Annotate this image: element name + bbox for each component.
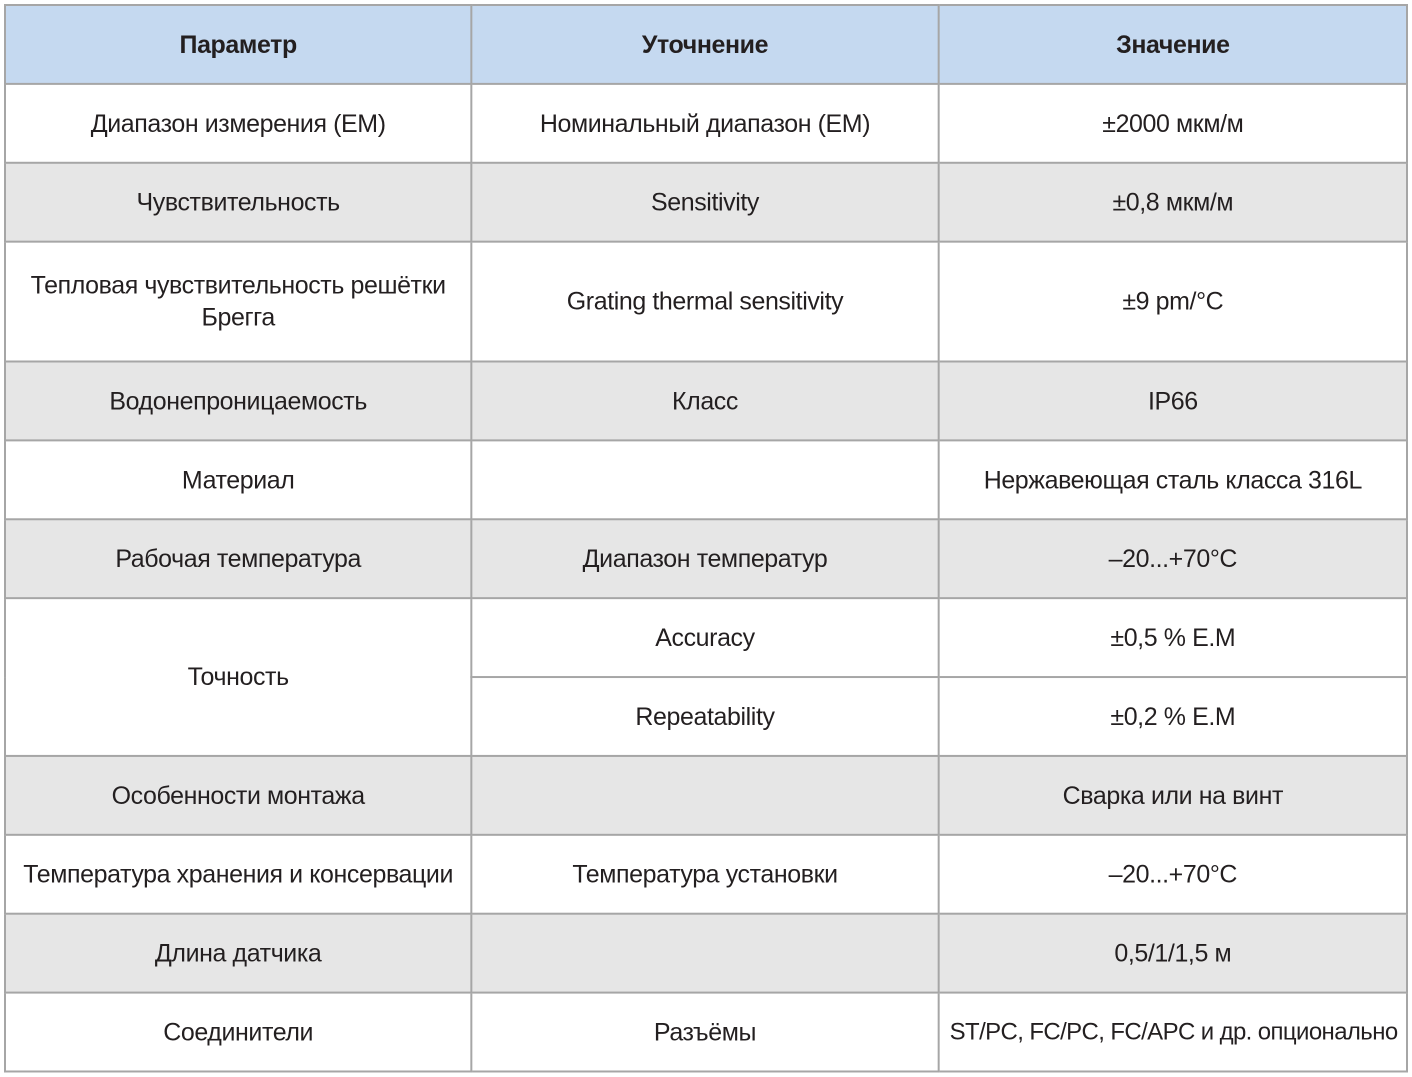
table-row xyxy=(5,242,1407,362)
spec-cell xyxy=(471,440,938,519)
spec-cell: Grating thermal sensitivity xyxy=(471,242,938,362)
spec-cell: Разъёмы xyxy=(471,993,938,1072)
table-row xyxy=(5,993,1407,1072)
param-cell: Тепловая чувствительность решётки Брегга xyxy=(5,242,471,362)
table-row xyxy=(5,914,1407,993)
table-row xyxy=(5,835,1407,914)
value-cell: Сварка или на винт xyxy=(939,756,1407,835)
param-cell: Точность xyxy=(5,598,471,756)
param-cell: Материал xyxy=(5,440,471,519)
value-cell: –20...+70°C xyxy=(939,519,1407,598)
header-parameter: Параметр xyxy=(5,5,471,84)
param-cell: Температура хранения и консервации xyxy=(5,835,471,914)
spec-cell xyxy=(471,756,938,835)
table-row xyxy=(5,84,1407,163)
value-cell: ±0,8 мкм/м xyxy=(939,163,1407,242)
param-cell: Длина датчика xyxy=(5,914,471,993)
value-cell: –20...+70°C xyxy=(939,835,1407,914)
value-cell: IP66 xyxy=(939,361,1407,440)
value-cell: ST/PC, FC/PC, FC/APC и др. опционально xyxy=(939,993,1407,1072)
spec-cell: Sensitivity xyxy=(471,163,938,242)
spec-table-wrapper xyxy=(4,4,1410,1074)
header-row xyxy=(5,5,1407,84)
param-cell: Соединители xyxy=(5,993,471,1072)
param-cell: Водонепроницаемость xyxy=(5,361,471,440)
param-cell: Диапазон измерения (ЕМ) xyxy=(5,84,471,163)
table-row xyxy=(5,598,1407,677)
table-row xyxy=(5,756,1407,835)
table-row xyxy=(5,440,1407,519)
value-cell: ±9 pm/°C xyxy=(939,242,1407,362)
table-row xyxy=(5,519,1407,598)
spec-cell: Диапазон температур xyxy=(471,519,938,598)
param-cell: Особенности монтажа xyxy=(5,756,471,835)
value-cell: ±0,5 % E.M xyxy=(939,598,1407,677)
table-row xyxy=(5,163,1407,242)
param-cell: Рабочая температура xyxy=(5,519,471,598)
value-cell: 0,5/1/1,5 м xyxy=(939,914,1407,993)
spec-table xyxy=(4,4,1408,1072)
spec-cell: Repeatability xyxy=(471,677,938,756)
spec-cell: Accuracy xyxy=(471,598,938,677)
spec-cell xyxy=(471,914,938,993)
header-value: Значение xyxy=(939,5,1407,84)
spec-cell: Номинальный диапазон (ЕМ) xyxy=(471,84,938,163)
value-cell: Нержавеющая сталь класса 316L xyxy=(939,440,1407,519)
value-cell: ±2000 мкм/м xyxy=(939,84,1407,163)
header-clarification: Уточнение xyxy=(471,5,938,84)
table-row xyxy=(5,361,1407,440)
spec-cell: Класс xyxy=(471,361,938,440)
value-cell: ±0,2 % E.M xyxy=(939,677,1407,756)
spec-cell: Температура установки xyxy=(471,835,938,914)
param-cell: Чувствительность xyxy=(5,163,471,242)
